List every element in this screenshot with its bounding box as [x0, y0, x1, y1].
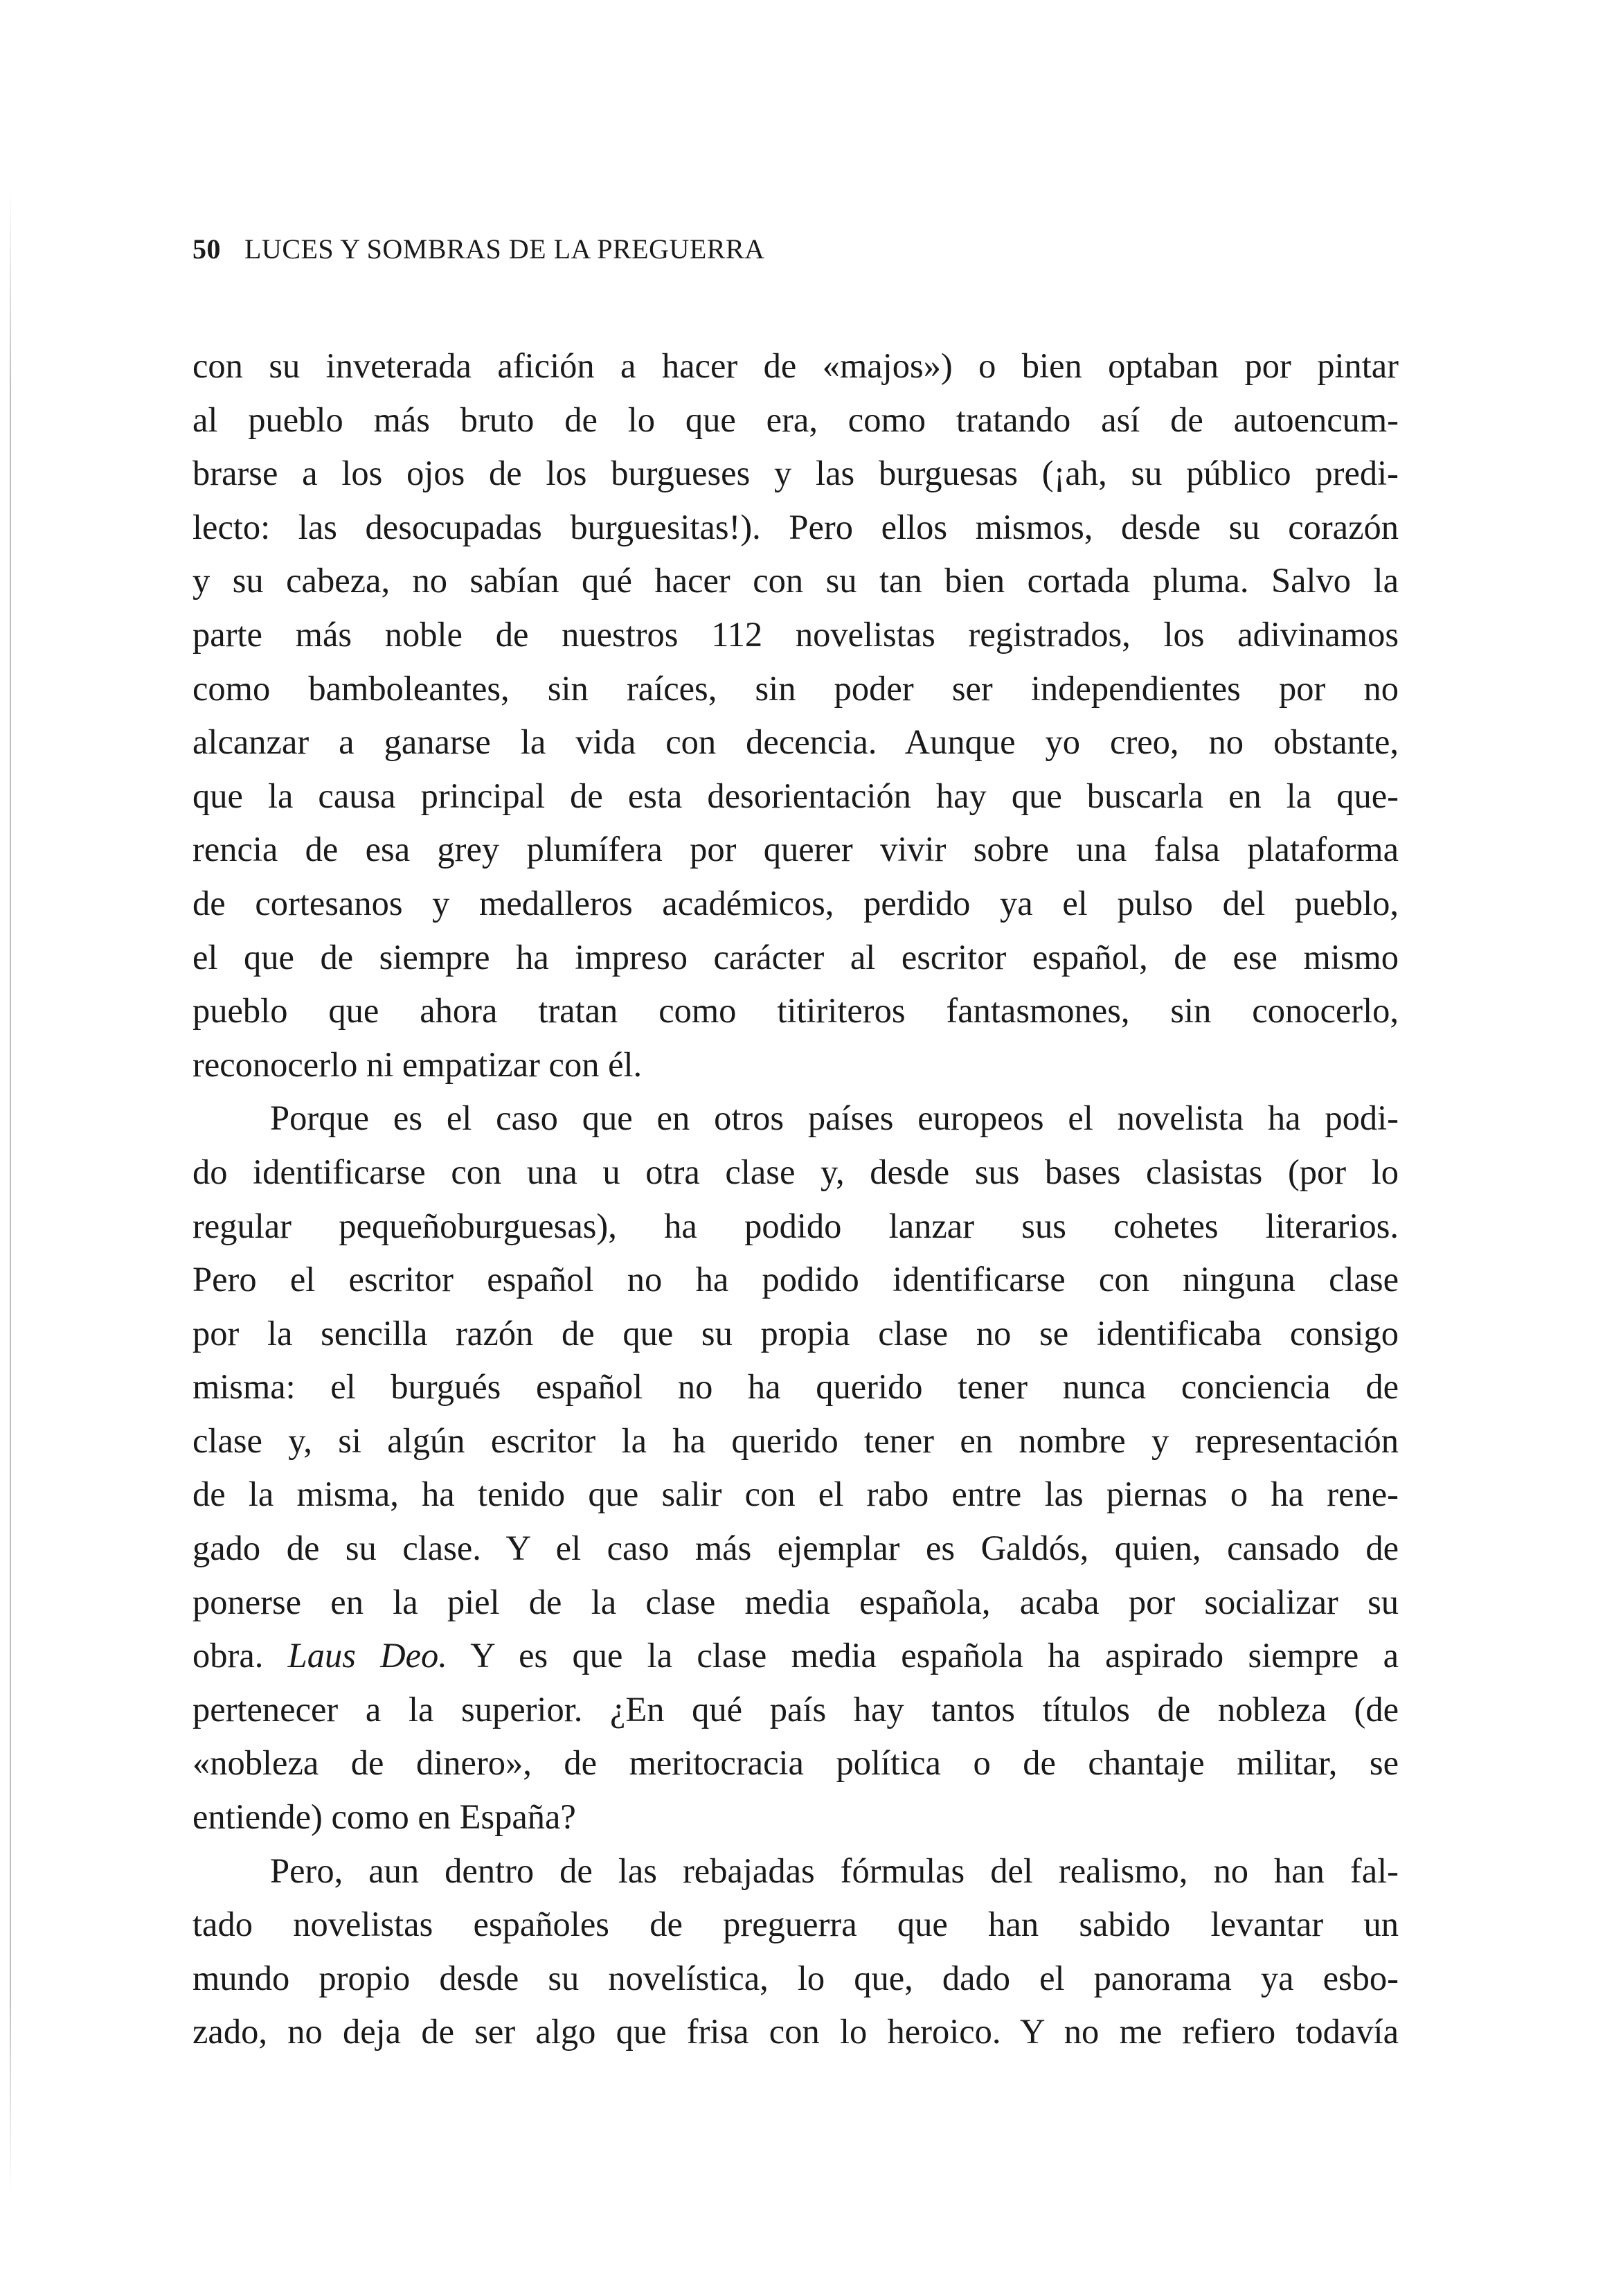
- text-line: parte más noble de nuestros 112 novelistas registrados, los adivinamos: [192, 614, 1399, 654]
- text-line: gado de su clase. Y el caso más ejemplar es Galdós, quien, cansado de: [192, 1529, 1399, 1568]
- text-line: de cortesanos y medalleros académicos, perdido ya el pulso del pueblo,: [192, 883, 1399, 923]
- text-line: clase y, si algún escritor la ha querido tener en nombre y representación: [192, 1421, 1399, 1460]
- text-line: [192, 1629, 1399, 1683]
- scan-edge: [10, 187, 11, 2196]
- text-fragment: obra.: [192, 1636, 288, 1675]
- text-line: do identificarse con una u otra clase y, desde sus bases clasistas (por lo: [192, 1152, 1399, 1191]
- text-fragment: Y es que la clase media española ha aspirado siempre a: [447, 1636, 1399, 1675]
- text-line: pueblo que ahora tratan como titiriteros fantasmones, sin conocerlo,: [192, 991, 1399, 1031]
- text-line: el que de siempre ha impreso carácter al escritor español, de ese mismo: [192, 937, 1399, 977]
- text-line: que la causa principal de esta desorientación hay que buscarla en la que-: [192, 776, 1399, 815]
- text-line: como bamboleantes, sin raíces, sin poder ser independientes por no: [192, 668, 1399, 708]
- text-line: lecto: las desocupadas burguesitas!). Pero ellos mismos, desde su corazón: [192, 507, 1399, 546]
- text-line: entiende) como en España?: [192, 1797, 576, 1837]
- text-line: tado novelistas españoles de preguerra que han sabido levantar un: [192, 1905, 1399, 1944]
- running-head: [192, 233, 765, 266]
- body-text: [192, 339, 1399, 2059]
- text-line: Pero, aun dentro de las rebajadas fórmulas del realismo, no han fal-: [270, 1851, 1399, 1890]
- text-line: ponerse en la piel de la clase media española, acaba por socializar su: [192, 1582, 1399, 1621]
- text-line: por la sencilla razón de que su propia clase no se identificaba consigo: [192, 1313, 1399, 1353]
- text-line: con su inveterada afición a hacer de «majos») o bien optaban por pintar: [192, 346, 1399, 385]
- running-title: LUCES Y SOMBRAS DE LA PREGUERRA: [244, 233, 765, 265]
- italic-phrase: Laus Deo.: [287, 1636, 447, 1675]
- text-line: brarse a los ojos de los burgueses y las burguesas (¡ah, su público predi-: [192, 454, 1399, 493]
- text-line: «nobleza de dinero», de meritocracia política o de chantaje militar, se: [192, 1743, 1399, 1783]
- text-line: regular pequeñoburguesas), ha podido lanzar sus cohetes literarios.: [192, 1206, 1399, 1245]
- text-line: pertenecer a la superior. ¿En qué país hay tantos títulos de nobleza (de: [192, 1689, 1399, 1729]
- text-line: Pero el escritor español no ha podido identificarse con ninguna clase: [192, 1260, 1399, 1299]
- text-line: Porque es el caso que en otros países europeos el novelista ha podi-: [270, 1098, 1399, 1138]
- text-line: reconocerlo ni empatizar con él.: [192, 1044, 643, 1084]
- text-line: misma: el burgués español no ha querido tener nunca conciencia de: [192, 1367, 1399, 1407]
- text-line: alcanzar a ganarse la vida con decencia. Aunque yo creo, no obstante,: [192, 722, 1399, 762]
- text-line: y su cabeza, no sabían qué hacer con su tan bien cortada pluma. Salvo la: [192, 561, 1399, 600]
- text-line: rencia de esa grey plumífera por querer vivir sobre una falsa plataforma: [192, 830, 1399, 869]
- text-line: mundo propio desde su novelística, lo que, dado el panorama ya esbo-: [192, 1958, 1399, 1997]
- text-line: zado, no deja de ser algo que frisa con lo heroico. Y no me refiero todavía: [192, 2012, 1399, 2052]
- text-line: al pueblo más bruto de lo que era, como tratando así de autoencum-: [192, 400, 1399, 439]
- text-line: de la misma, ha tenido que salir con el rabo entre las piernas o ha rene-: [192, 1475, 1399, 1514]
- page-number: 50: [192, 233, 221, 265]
